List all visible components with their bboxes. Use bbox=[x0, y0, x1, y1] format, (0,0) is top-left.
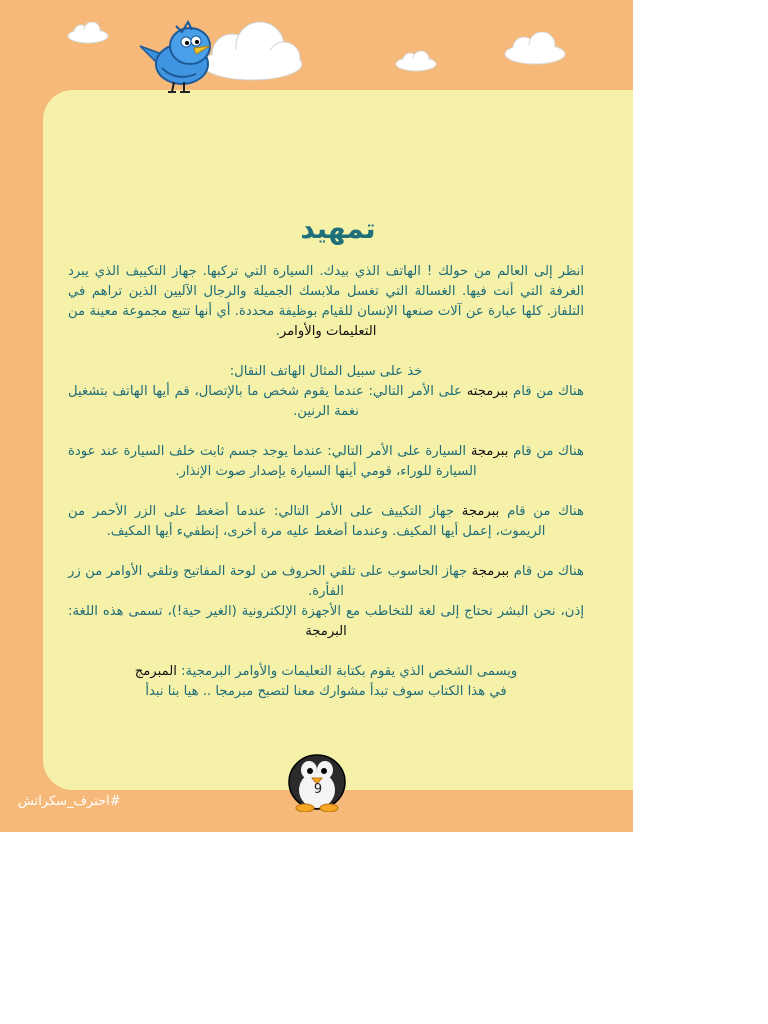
body-text bbox=[68, 262, 584, 702]
example-ac: هناك من قام ببرمجة جهاز التكييف على الأمر التالي: عندما أضغط على الزر الأحمر من الريموت، إعمل أيها المكيف. وعندما أضغط عليه مرة أخرى، إنطفيء أيها المكيف. bbox=[68, 504, 584, 539]
hashtag: #احترف_سكراتش bbox=[18, 794, 121, 809]
intro-paragraph: انظر إلى العالم من حولك ! الهاتف الذي بيدك. السيارة التي تركبها. جهاز التكييف الذي يبرد الغرفة التي أنت فيها. الغسالة التي تغسل ملابسك الجميلة والرجال الآليين الذين تراهم في التلفاز. كلها عبارة عن آلات صنعها الإنسان للقيام بوظيفة محددة. أي أنها تتبع مجموعة معينة من التعليمات والأوامر. bbox=[68, 264, 584, 339]
cloud-icon bbox=[502, 32, 568, 66]
cloud-icon bbox=[66, 22, 110, 44]
conclusion-paragraph: إذن، نحن البشر نحتاج إلى لغة للتخاطب مع الأجهزة الإلكترونية (الغير حية!)، تسمى هذه اللغة: البرمجة bbox=[68, 604, 584, 639]
closing-line: في هذا الكتاب سوف تبدأ مشوارك معنا لتصبح مبرمجا .. هيا بنا نبدأ bbox=[145, 684, 507, 699]
programmer-definition: ويسمى الشخص الذي يقوم بكتابة التعليمات والأوامر البرمجية: المبرمج bbox=[134, 664, 518, 679]
example-phone: هناك من قام ببرمجته على الأمر التالي: عندما يقوم شخص ما بالإتصال، قم أيها الهاتف بتشغيل نغمة الرنين. bbox=[68, 384, 584, 419]
example-intro: خذ على سبيل المثال الهاتف النقال: bbox=[229, 364, 423, 379]
page-title: تمهيد bbox=[300, 212, 376, 245]
page-number: 9 bbox=[313, 782, 323, 797]
penguin-icon bbox=[285, 750, 349, 812]
cloud-icon bbox=[394, 50, 438, 72]
bird-icon bbox=[136, 18, 220, 96]
example-car: هناك من قام ببرمجة السيارة على الأمر التالي: عندما يوجد جسم ثابت خلف السيارة عند عودة السيارة للوراء، قومي أيتها السيارة بإصدار صوت الإنذار. bbox=[68, 444, 584, 479]
example-computer: هناك من قام ببرمجة جهاز الحاسوب على تلقي الحروف من لوحة المفاتيح وتلقي الأوامر من زر الفأرة. bbox=[68, 564, 584, 599]
